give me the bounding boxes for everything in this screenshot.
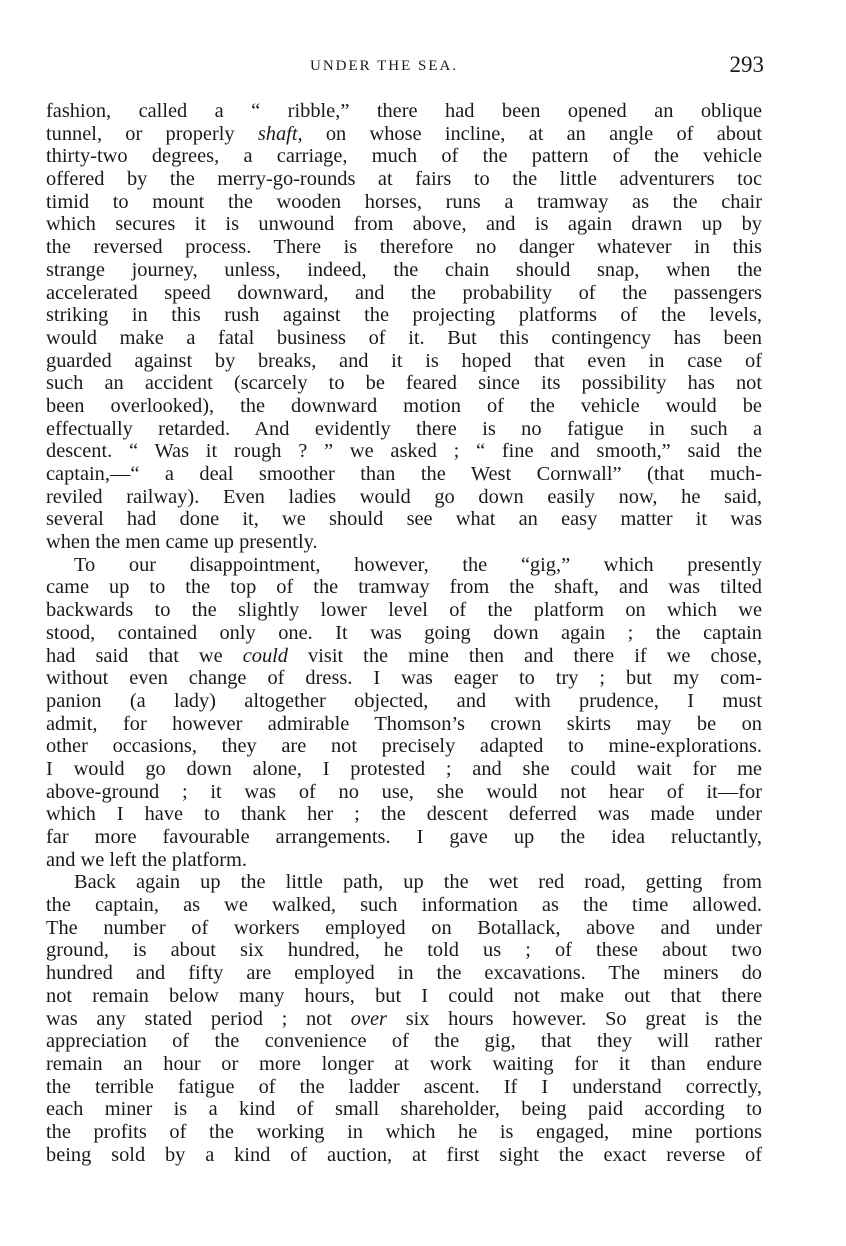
text-line: backwards to the slightly lower level of the platform on which we	[46, 599, 762, 622]
text-line: guarded against by breaks, and it is hoped that even in case of	[46, 349, 762, 372]
text-line: above-ground ; it was of no use, she would not hear of it—for	[46, 780, 762, 803]
text-line: the profits of the working in which he is engaged, mine portions	[46, 1120, 762, 1143]
text-line: being sold by a kind of auction, at first sight the exact reverse of	[46, 1143, 762, 1166]
text-line: such an accident (scarcely to be feared since its possibility has not	[46, 372, 762, 395]
text-line: the reversed process. There is therefore no danger whatever in this	[46, 236, 762, 259]
text-line: Back again up the little path, up the wet red road, getting from	[74, 871, 762, 894]
text-line: without even change of dress. I was eager to try ; but my com-	[46, 667, 762, 690]
text-line: striking in this rush against the projecting platforms of the levels,	[46, 304, 762, 327]
text-line: appreciation of the convenience of the gig, that they will rather	[46, 1030, 762, 1053]
text-line: timid to mount the wooden horses, runs a tramway as the chair	[46, 190, 762, 213]
text-line: hundred and fifty are employed in the excavations. The miners do	[46, 962, 762, 985]
text-line: effectually retarded. And evidently there is no fatigue in such a	[46, 417, 762, 440]
page-number: 293	[729, 52, 764, 77]
text-line: thirty-two degrees, a carriage, much of the pattern of the vehicle	[46, 145, 762, 168]
text-line: had said that we could visit the mine then and there if we chose,	[46, 644, 762, 667]
text-line: To our disappointment, however, the “gig,” which presently	[74, 553, 762, 576]
text-line: tunnel, or properly shaft, on whose incline, at an angle of about	[46, 122, 762, 145]
page-header	[40, 52, 770, 82]
text-line: far more favourable arrangements. I gave up the idea reluctantly,	[46, 826, 762, 848]
italic-word: could	[242, 644, 289, 667]
text-line: offered by the merry-go-rounds at fairs to the little adventurers toc	[46, 168, 762, 191]
text-line: I would go down alone, I protested ; and she could wait for me	[46, 757, 762, 780]
text-line: when the men came up presently.	[46, 531, 318, 554]
text-line: and we left the platform.	[46, 848, 247, 871]
paragraph-3	[46, 871, 762, 1166]
italic-word: shaft,	[257, 122, 303, 145]
text-line: The number of workers employed on Botallack, above and under	[46, 916, 762, 939]
text-line: would make a fatal business of it. But this contingency has been	[46, 326, 762, 349]
text-line: accelerated speed downward, and the probability of the passengers	[46, 281, 762, 304]
text-line: the terrible fatigue of the ladder ascent. If I understand correctly,	[46, 1075, 762, 1098]
italic-word: over	[350, 1007, 387, 1030]
text-line: came up to the top of the tramway from the shaft, and was tilted	[46, 576, 762, 599]
text-line: admit, for however admirable Thomson’s crown skirts may be on	[46, 712, 762, 735]
paragraph-2	[46, 554, 762, 872]
text-line: been overlooked), the downward motion of the vehicle would be	[46, 394, 762, 417]
body-text	[46, 100, 762, 1166]
text-line: captain,—“ a deal smoother than the West Cornwall” (that much-	[46, 463, 762, 485]
paragraph-1	[46, 100, 762, 554]
text-line: other occasions, they are not precisely adapted to mine-explorations.	[46, 735, 762, 758]
text-line: the captain, as we walked, such information as the time allowed.	[46, 894, 762, 917]
text-line: several had done it, we should see what an easy matter it was	[46, 508, 762, 531]
text-line: strange journey, unless, indeed, the chain should snap, when the	[46, 258, 762, 281]
text-line: which secures it is unwound from above, and is again drawn up by	[46, 213, 762, 236]
text-line: descent. “ Was it rough ? ” we asked ; “ fine and smooth,” said the	[46, 440, 762, 463]
text-line: remain an hour or more longer at work waiting for it than endure	[46, 1052, 762, 1075]
text-line: each miner is a kind of small shareholder, being paid according to	[46, 1098, 762, 1121]
text-line: stood, contained only one. It was going down again ; the captain	[46, 621, 762, 644]
text-line: panion (a lady) altogether objected, and with prudence, I must	[46, 689, 762, 712]
text-line: which I have to thank her ; the descent deferred was made under	[46, 803, 762, 826]
running-head: UNDER THE SEA.	[310, 58, 459, 74]
text-line: not remain below many hours, but I could not make out that there	[46, 984, 762, 1007]
text-line: was any stated period ; not over six hours however. So great is the	[46, 1007, 762, 1030]
text-line: reviled railway). Even ladies would go down easily now, he said,	[46, 485, 762, 508]
text-line: ground, is about six hundred, he told us ; of these about two	[46, 939, 762, 962]
text-line: fashion, called a “ ribble,” there had been opened an oblique	[46, 100, 762, 122]
